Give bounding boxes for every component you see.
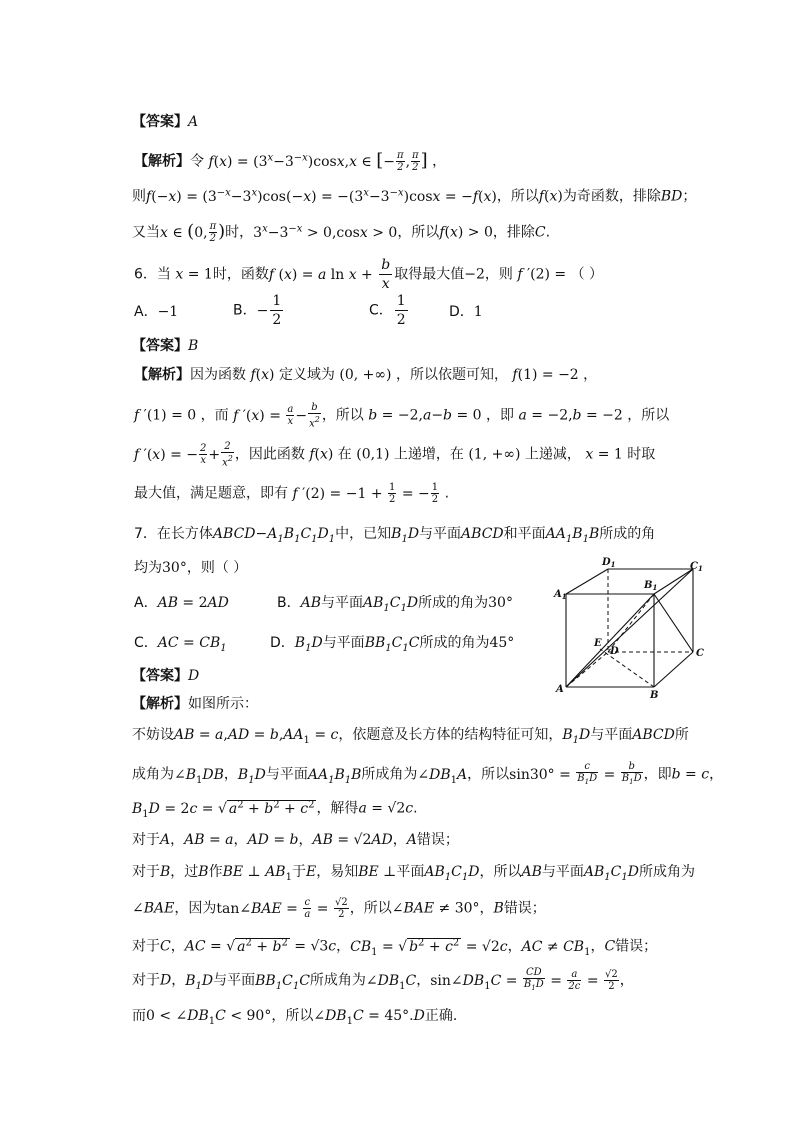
q7-analysis-line-8: 对于C，AC = √ $a^2 + b^2 = √3c$，$CB_1$ = √ $b^2 + c^2 = √2c$，AC ≠ $CB_1$，C错误； — [132, 937, 658, 958]
q7-analysis-line-3: 成角为$\angle B_1DB$，$B_1D$与平面$AA_1B_1B$所成角为$\angle DB_1A$，所以sin30° = $\frac{c}{B_1D}$ = $\frac{b}{B_1D}$ ，即b = c， — [132, 761, 724, 786]
q7-answer-value: D — [188, 668, 200, 684]
q7-answer-line: 【答案】D — [132, 668, 200, 684]
segment-a-b1 — [566, 594, 654, 687]
hidden-segment-b-e — [600, 649, 654, 687]
label-e: E — [594, 638, 602, 649]
edge-b-c — [654, 652, 693, 687]
segment-b1-c — [654, 594, 693, 652]
q7-analysis-line-7: ∠BAE，因为tan∠BAE = $\frac{c}{a}$ = $\frac{√2}{2}$ ，所以∠BAE ≠ 30°，B错误； — [132, 897, 546, 920]
q7-stem-line-2: 均为30°，则（ ） — [134, 560, 248, 576]
q7-analysis-line-1: 【解析】如图所示： — [132, 696, 258, 712]
q6-option-b: B．− $\frac{1}{2}$ — [233, 293, 282, 328]
q6-analysis-line-4: 最大值，满足题意，即有 f ′(2) = −1 + $\frac{1}{2}$ = − $\frac{1}{2}$ . — [134, 482, 450, 505]
q6-option-c: C． $\frac{1}{2}$ — [369, 293, 406, 328]
q6-analysis-line-2: f ′(1) = 0 ，而 f ′(x) = $\frac{a}{x}$ − $\frac{b}{x^2}$ ，所以 b = −2,a−b = 0 ，即 a = −2,b = −2 ，所以 — [134, 402, 670, 430]
q5-analysis-line-3: 又当x ∈ (0, $\frac{\pi}{2}$ )时，$3^x-3^{-x} > 0,\cos x > 0$，所以f(x) > 0，排除C. — [132, 220, 551, 245]
label-b: B — [650, 690, 659, 701]
q7-analysis-line-5: 对于A，AB = a，AD = b，AB = √2AD，A错误； — [132, 832, 459, 848]
q7-option-b: B．AB与平面$AB_1C_1D$所成的角为30° — [277, 595, 513, 614]
label-b1: $B_1$ — [644, 580, 658, 592]
label-d: D — [610, 646, 619, 657]
q5-answer-value: A — [188, 114, 199, 130]
label-c1: $C_1$ — [690, 561, 703, 573]
label-d1: $D_1$ — [602, 557, 616, 569]
q7-stem-line-1: 7．在长方体$ABCD-A_1B_1C_1D_1$中，已知$B_1D$与平面ABCD和平面$AA_1B_1B$所成的角 — [134, 526, 656, 545]
q7-option-a: A．AB = 2AD — [134, 595, 229, 611]
edge-b1-c1 — [654, 569, 693, 594]
q7-analysis-line-6: 对于B，过B作BE ⊥ $AB_1$于E，易知BE ⊥平面$AB_1C_1D$，所以AB与平面$AB_1C_1D$所成角为 — [132, 864, 695, 883]
label-a1: $A_1$ — [554, 589, 567, 601]
q7-analysis-line-2: 不妨设AB = $a,AD = b,AA_1 = c$，依题意及长方体的结构特征可知，$B_1D$与平面ABCD所 — [132, 727, 689, 746]
q6-answer-line: 【答案】B — [132, 338, 199, 354]
label-a: A — [556, 684, 564, 695]
q6-analysis-line-1: 【解析】因为函数 f(x) 定义域为 (0, +∞) ，所以依题可知， f(1) = −2 ， — [134, 367, 598, 383]
q7-option-c: C．AC = $CB_1$ — [134, 635, 227, 654]
q5-answer-line — [132, 112, 198, 132]
q7-analysis-line-10: 而$0 < \angle DB_1C < 90^\circ$，所以$\angle DB_1C = 45^\circ.D$正确. — [132, 1008, 458, 1027]
answer-tag: 【答案】 — [132, 114, 188, 130]
q6-option-a: A．−1 — [134, 304, 179, 320]
q6-answer-value: B — [188, 338, 199, 354]
q6-option-d: D．1 — [449, 304, 483, 320]
q7-analysis-line-4: $B_1D = 2c$ = √ $a^2 + b^2 + c^2$ ，解得a = √2c. — [132, 799, 418, 820]
q7-option-d: D．$B_1D$与平面$BB_1C_1C$所成的角为45° — [270, 635, 515, 654]
analysis-tag: 【解析】 — [134, 153, 190, 170]
hidden-edge-a-d — [566, 652, 608, 687]
hidden-segment-b1-d — [608, 594, 654, 652]
label-c: C — [696, 648, 704, 659]
edge-a1-d1 — [566, 569, 608, 594]
q6-stem: 6．当 x = 1时，函数f (x) = a ln x + $\frac{b}{x}$ 取得最大值−2，则 f ′(2) = （ ） — [134, 257, 604, 292]
q6-analysis-line-3: f ′(x) = − $\frac{2}{x}$ + $\frac{2}{x^2}$ ，因此函数 f(x) 在 (0,1) 上递增，在 (1, +∞) 上递减， x = 1 时取 — [134, 441, 656, 469]
q5-analysis-line-1: 【解析】令 $f(x) = (3^x-3^{-x})\cos x,x$ ∈ [− $\frac{\pi}{2}$ , $\frac{\pi}{2}$ ] ， — [134, 149, 447, 174]
q5-analysis-line-2: 则$f(-x) = (3^{-x}-3^x)\cos(-x) = -(3^x-3^{-x})\cos x = -f(x)$，所以f(x)为奇函数，排除BD； — [132, 187, 697, 205]
cuboid-figure — [548, 552, 718, 702]
q7-analysis-line-9: 对于D，$B_1D$与平面$BB_1C_1C$所成角为$\angle DB_1C$，$\sin\angle DB_1C$ = $\frac{CD}{B_1D}$ = $\frac{a}{2c}$ = $\frac{√2}{2}$ ， — [132, 967, 634, 992]
